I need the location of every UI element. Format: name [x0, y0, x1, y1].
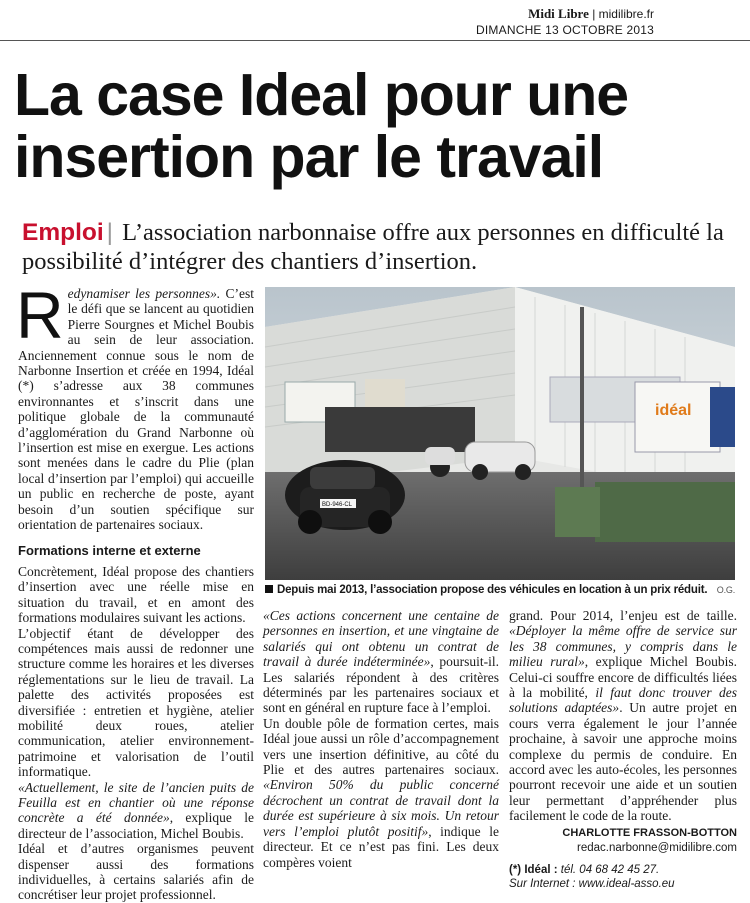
article-photo	[265, 287, 735, 580]
col3-p1: grand. Pour 2014, l’enjeu est de taille.	[509, 608, 737, 623]
col2-p2-text: Un double pôle de formation certes, mais Idéal joue aussi un rôle d’accompagnement vers une insertion définitive, au côté du Plie et des autres partenaires sociaux.	[263, 715, 499, 778]
author-email: redac.narbonne@midilibre.com	[577, 842, 737, 855]
col1-p4-text: , explique le directeur de l’association, Michel Boubis.	[18, 810, 254, 841]
col2-p1-text: , poursuit-il. Les salariés répondent à des critères déterminés par les partenaires sociaux et sont en général en rupture face à l’emploi.	[263, 654, 499, 716]
article-column-3	[509, 608, 737, 891]
photo-caption	[265, 584, 735, 596]
deck	[22, 218, 732, 276]
photo-credit: O.G.	[716, 585, 735, 595]
caption-text: Depuis mai 2013, l’association propose des véhicules en location à un prix réduit.	[277, 584, 708, 596]
info-web: Sur Internet : www.ideal-asso.eu	[509, 877, 675, 890]
col1-p3: L’objectif étant de développer des compétences mais aussi de redonner une structure comme les horaires et les diverses réglementations sur le lieu de travail. La palette des activités proposées est diversifiée : entretien et hygiène, atelier mobilité deux roues, atelier communication, atelier environnement-patrimoine et valorisation de l’outil informatique.	[18, 625, 254, 780]
col3-p1-tail: . Un autre projet en cours verra également le jour l’année prochaine, à savoir une approche moins complexe du permis de conduire. En accord avec les auto-écoles, les personnes pourront recevoir une aide et un soutien leur permettant d’appréhender plus facilement le code de la route.	[509, 700, 737, 824]
subheading: Formations interne et externe	[18, 542, 201, 558]
col1-p4-quote: «Actuellement, le site de l’ancien puits de Feuilla est en chantier où une réponse concrète a été donnée»	[18, 779, 254, 826]
caption-bullet-icon	[265, 585, 273, 593]
col2-p2-tail: , indique le directeur. Et ce n’est pas fini. Les deux compères voient	[263, 823, 499, 870]
col2-p1-quote: «Ces actions concernent une centaine de personnes en insertion, et une vingtaine de salariés qui ont obtenu un contrat de travail à durée indéterminée»	[263, 608, 499, 670]
deck-text: L’association narbonnaise offre aux personnes en difficulté la possibilité d’intégrer des chantiers d’insertion.	[22, 219, 724, 275]
col2-p2-quote: «Environ 50% du public concerné décrochent un contrat de travail dont la durée est supérieure à six mois. Un retour vers l’emploi plutôt positif»	[263, 777, 499, 839]
building-illustration	[265, 287, 735, 580]
col1-p1-text: C’est le défi que se lancent au quotidien Pierre Sourgnes et Michel Boubis au sein de leur association. Anciennement connue sous le nom de Narbonne Insertion et créée en 1994, Idéal (*) s’adresse aux 38 communes environnantes et s’inscrit dans une politique globale de la communauté d’agglomération du Grand Narbonne où l’insertion est mise en exergue. Les actions sont menées dans le cadre du Plie (plan local d’insertion par l’emploi) qui accueille un public en recherche de poste, ayant besoin d’un soutien spécifique sur orientation de partenaires sociaux.	[18, 286, 255, 533]
licence-plate: BD-946-CL	[322, 502, 353, 508]
newspaper-site: | midilibre.fr	[588, 7, 654, 21]
author-signature: CHARLOTTE FRASSON-BOTTON	[562, 826, 737, 839]
newspaper-brand: Midi Libre	[528, 6, 589, 21]
info-label: (*) Idéal :	[509, 863, 558, 876]
col1-p2: Concrètement, Idéal propose des chantiers d’insertion avec une réelle mise en situation du travail, et en amont des formations modulaires suivant les actions.	[18, 563, 254, 626]
ideal-sign: idéal	[655, 402, 692, 419]
header-rule	[0, 40, 750, 41]
article-column-1	[16, 278, 255, 903]
article-column-2	[263, 608, 499, 870]
headline: La case Ideal pour une insertion par le travail	[14, 62, 629, 190]
deck-keyword: Emploi	[22, 219, 104, 246]
dropcap: R	[16, 278, 64, 352]
info-box	[509, 863, 737, 891]
issue-date: DIMANCHE 13 OCTOBRE 2013	[476, 23, 654, 37]
masthead	[476, 6, 654, 38]
col3-p1-quote2: il faut donc trouver des solutions adaptées»	[509, 685, 738, 716]
col3-p1-quote: «Déployer la même offre de service sur les 38 communes, y compris dans le milieu rural»	[509, 623, 737, 670]
col3-p1-text: , explique Michel Boubis. Celui-ci souffre encore de difficultés liées à la mobilité,	[509, 654, 737, 701]
deck-separator: |	[106, 219, 114, 246]
info-tel: tél. 04 68 42 45 27.	[557, 863, 660, 876]
col1-p1-quote: edynamiser les personnes».	[67, 286, 221, 301]
col1-p5: Idéal et d’autres organismes peuvent dispenser aussi des formations individuelles, à certains salariés afin de concrétiser leur projet professionnel.	[18, 841, 254, 903]
